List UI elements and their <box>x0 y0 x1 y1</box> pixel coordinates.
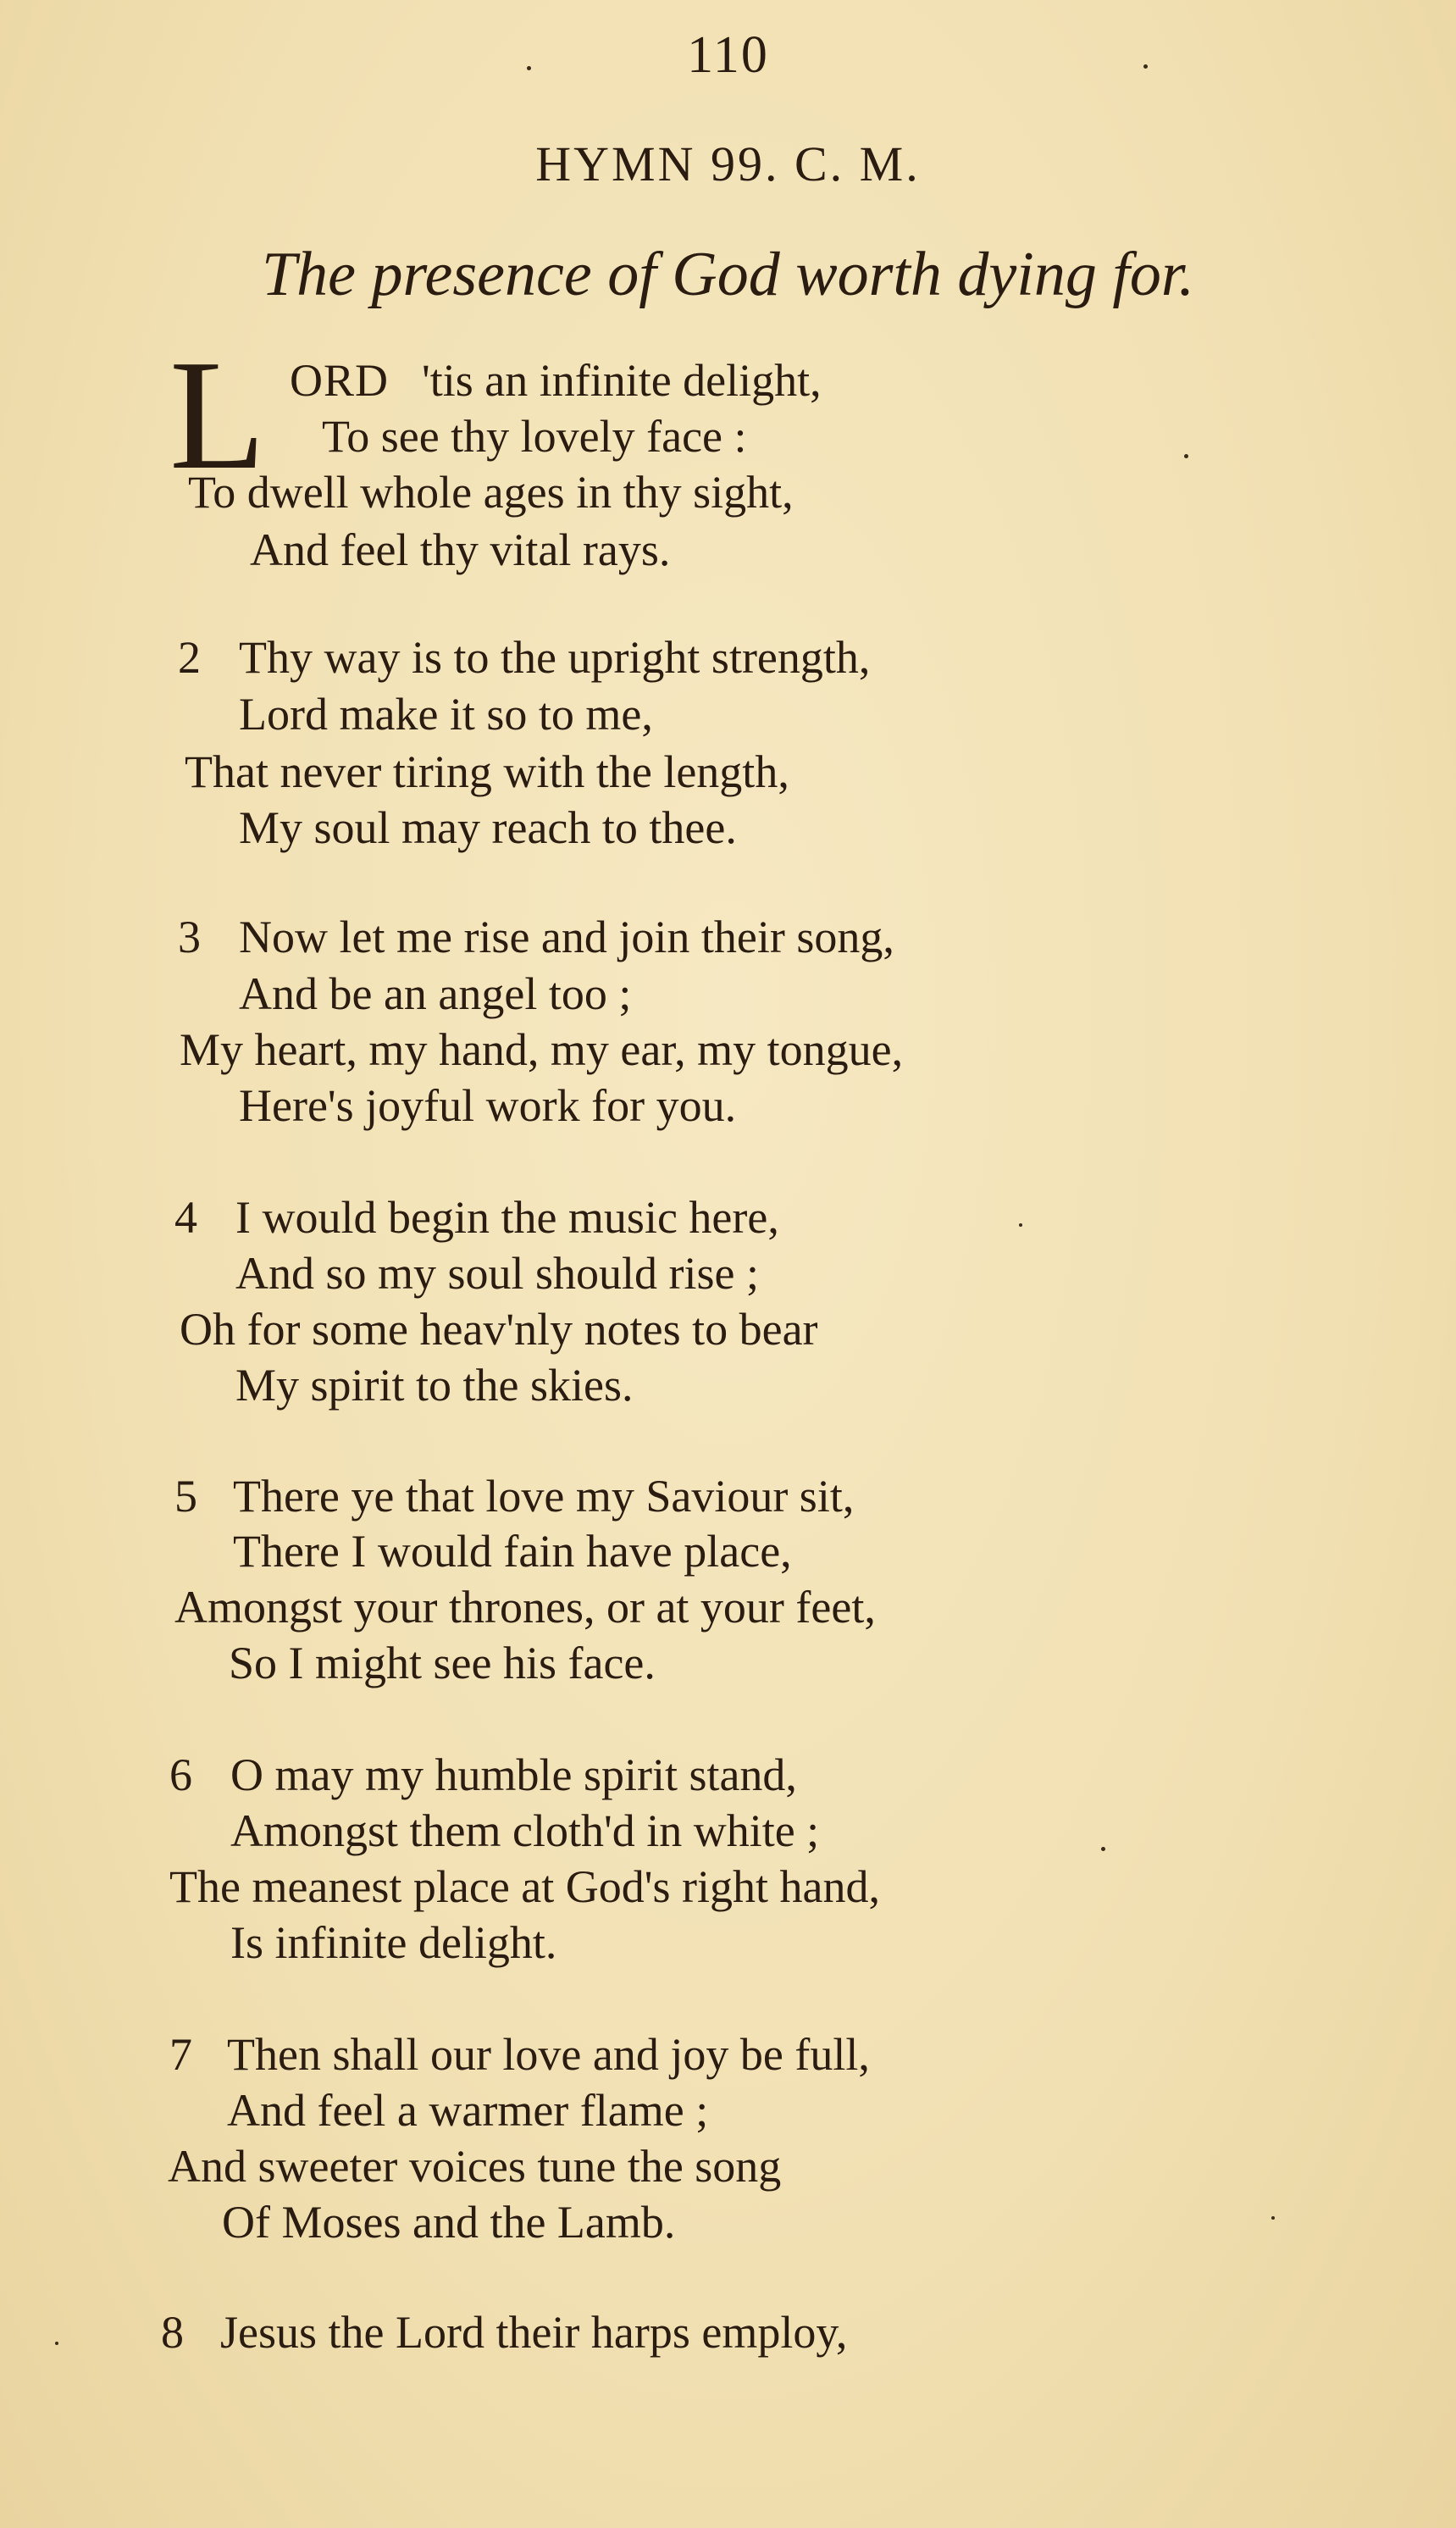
verse-4-line-3: Oh for some heav'nly notes to bear <box>180 1304 818 1355</box>
verse-5-line-4: So I might see his face. <box>229 1638 656 1688</box>
verse-3-line-1: Now let me rise and join their song, <box>239 912 894 962</box>
verse-4-number: 4 <box>174 1192 197 1243</box>
verse-7-number: 7 <box>169 2029 192 2080</box>
verse-6-number: 6 <box>169 1749 192 1800</box>
verse-3-line-3: My heart, my hand, my ear, my tongue, <box>180 1024 904 1075</box>
verse-5-line-2: There I would fain have place, <box>233 1526 792 1577</box>
print-speck <box>1271 2216 1275 2220</box>
verse-4-line-4: My spirit to the skies. <box>235 1360 634 1411</box>
print-speck <box>1184 454 1188 458</box>
verse-5-number: 5 <box>174 1471 197 1522</box>
verse-1-line-3: To dwell whole ages in thy sight, <box>188 467 794 518</box>
verse-4-line-2: And so my soul should rise ; <box>235 1248 760 1299</box>
verse-1-line-1: 'tis an infinite delight, <box>422 355 822 406</box>
print-speck <box>1143 64 1148 69</box>
verse-3-line-4: Here's joyful work for you. <box>239 1080 737 1131</box>
verse-2-line-1: Thy way is to the upright strength, <box>239 632 871 683</box>
verse-2-number: 2 <box>178 632 201 683</box>
print-speck <box>1019 1223 1022 1227</box>
verse-6-line-2: Amongst them cloth'd in white ; <box>230 1805 820 1856</box>
verse-6-line-3: The meanest place at God's right hand, <box>169 1861 880 1912</box>
verse-2-line-3: That never tiring with the length, <box>185 746 789 797</box>
verse-2-line-4: My soul may reach to thee. <box>239 802 737 853</box>
hymn-header: HYMN 99. C. M. <box>535 136 921 191</box>
verse-6-line-4: Is infinite delight. <box>230 1917 557 1968</box>
hymn-title: The presence of God worth dying for. <box>261 240 1194 309</box>
verse-7-line-2: And feel a warmer flame ; <box>227 2085 709 2136</box>
verse-3-line-2: And be an angel too ; <box>239 968 632 1019</box>
verse-3-number: 3 <box>178 912 201 962</box>
page-number: 110 <box>687 26 769 84</box>
print-speck <box>55 2342 58 2345</box>
verse-5-line-3: Amongst your thrones, or at your feet, <box>174 1582 876 1633</box>
verse-1-line-2: To see thy lovely face : <box>322 411 747 462</box>
verse-8-line-1: Jesus the Lord their harps employ, <box>220 2307 848 2358</box>
first-word-rest: ORD <box>290 355 390 406</box>
verse-7-line-3: And sweeter voices tune the song <box>168 2141 782 2192</box>
verse-2-line-2: Lord make it so to me, <box>239 689 653 740</box>
verse-8-number: 8 <box>161 2307 184 2358</box>
print-speck <box>527 66 531 70</box>
verse-4-line-1: I would begin the music here, <box>235 1192 779 1243</box>
verse-7-line-4: Of Moses and the Lamb. <box>222 2197 676 2248</box>
drop-cap: L <box>169 328 266 502</box>
verse-7-line-1: Then shall our love and joy be full, <box>227 2029 870 2080</box>
verse-6-line-1: O may my humble spirit stand, <box>230 1749 797 1800</box>
print-speck <box>1101 1847 1105 1851</box>
verse-5-line-1: There ye that love my Saviour sit, <box>233 1471 855 1522</box>
verse-1-line-4: And feel thy vital rays. <box>250 524 671 575</box>
